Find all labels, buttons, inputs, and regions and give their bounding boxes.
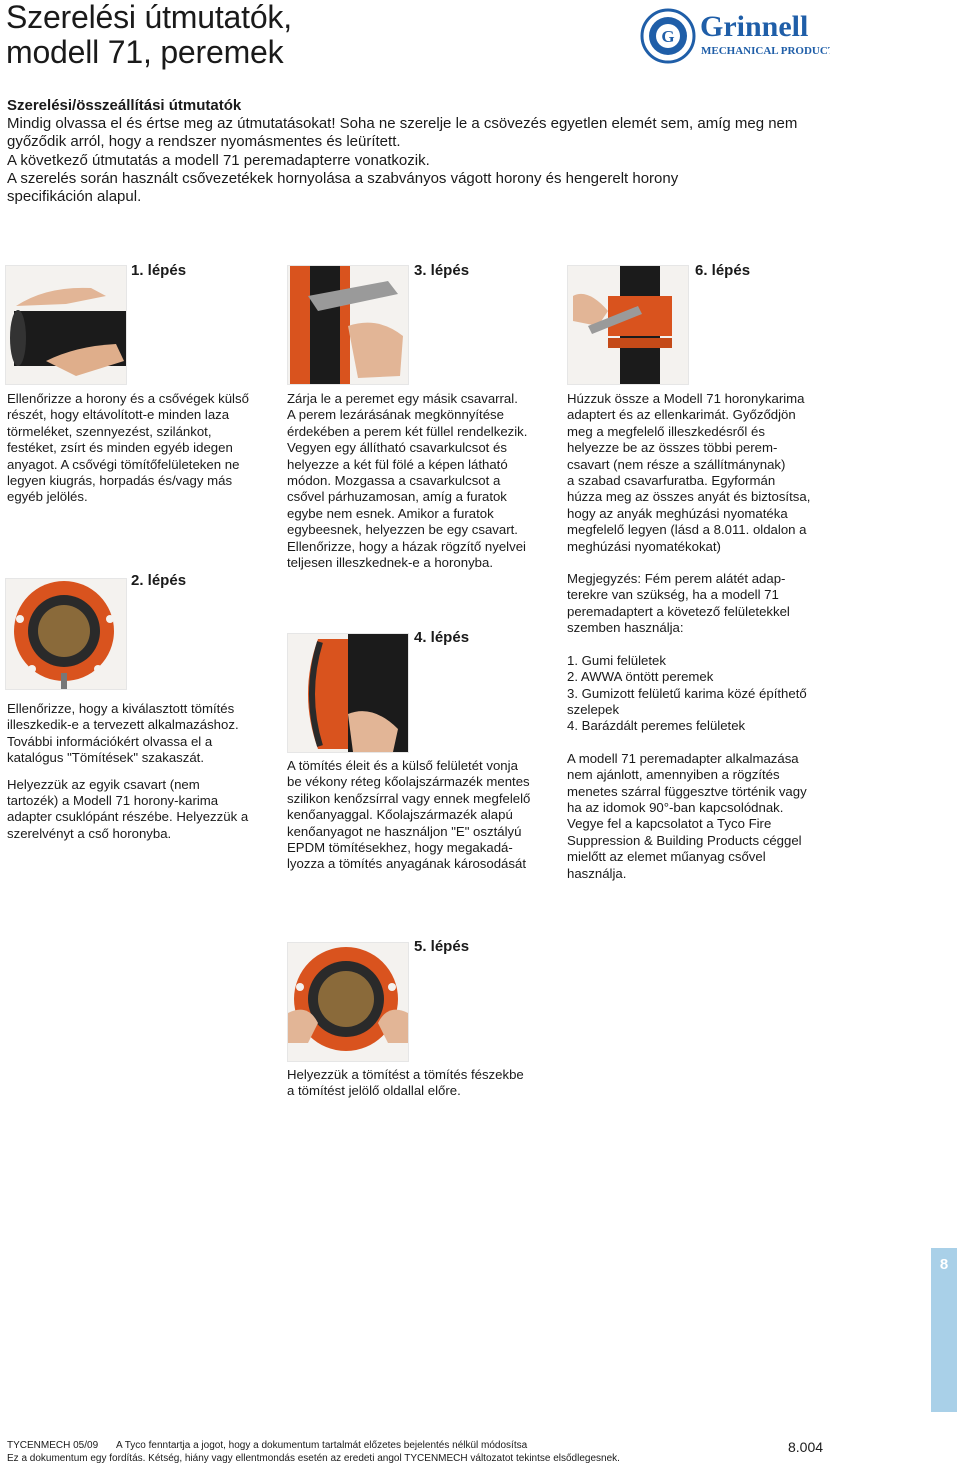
intro-line: A szerelés során használt csővezetékek hornyolása a szabványos vágott horony és hengerelt horony <box>7 169 679 187</box>
footer-rights: A Tyco fenntartja a jogot, hogy a dokumentum tartalmát előzetes bejelentés nélkül módosítsa <box>116 1440 528 1451</box>
intro-heading: Szerelési/összeállítási útmutatók <box>7 97 242 114</box>
text-line: menetes szárral függesztve történik vagy <box>567 783 807 799</box>
title-line-1: Szerelési útmutatók, <box>6 0 292 35</box>
text-line: kenőanyagot ne használjon "E" osztályú <box>287 823 522 839</box>
text-line: A perem lezárásának megkönnyítése <box>287 407 504 423</box>
text-line: megfelelő legyen (lásd a 8.011. oldalon a <box>567 522 807 538</box>
grinnell-seal-icon <box>640 6 830 66</box>
chapter-tab-label: 8 <box>939 1256 949 1273</box>
text-line: terekre van szükség, ha a modell 71 <box>567 587 779 603</box>
text-line: Vegye fel a kapcsolatot a Tyco Fire <box>567 816 772 832</box>
text-line: egyéb jelölés. <box>7 489 88 505</box>
text-line: A tömítés éleit és a külső felületét vonja <box>287 758 518 773</box>
text-line: Ellenőrizze, hogy a kiválasztott tömítés <box>7 701 235 716</box>
text-line: lyozza a tömítés anyagának károsodását <box>287 856 526 872</box>
list-item: 2. AWWA öntött peremek <box>567 669 714 685</box>
footer-code: TYCENMECH 05/09 <box>7 1440 99 1451</box>
text-line: szilikon kenőzsírral vagy ennek megfelelő <box>287 790 531 806</box>
text-line: érdekében a perem két füllel rendelkezik. <box>287 423 528 439</box>
text-line: nem ajánlott, amennyiben a rögzítés <box>567 767 780 783</box>
intro-line: specifikáción alapul. <box>7 188 142 206</box>
text-line: Ellenőrizze a horony és a csővégek külső <box>7 391 249 406</box>
step2-label: 2. lépés <box>131 572 187 589</box>
text-line: be vékony réteg kőolajszármazék mentes <box>287 774 530 790</box>
text-line: kenőanyaggal. Kőolajszármazék alapú <box>287 807 513 823</box>
chapter-tab <box>931 1248 957 1412</box>
text-line: illeszkedik-e a tervezett alkalmazáshoz. <box>7 717 239 733</box>
text-line: használja. <box>567 865 627 881</box>
text-line: anyagot. A csővégi tömítőfelületeken ne <box>7 456 240 472</box>
list-item: szelepek <box>567 701 620 717</box>
text-line: Helyezzük a tömítést a tömítés fészekbe <box>287 1067 524 1082</box>
step3-text <box>287 391 557 571</box>
step1-text <box>7 391 277 506</box>
text-line: Suppression & Building Products céggel <box>567 832 802 848</box>
text-line: adaptert és az ellenkarimát. Győződjön <box>567 407 796 423</box>
step2-photo <box>5 578 127 690</box>
text-line: mielőtt az elemet műanyag csővel <box>567 849 766 865</box>
step4-label: 4. lépés <box>414 629 470 646</box>
text-line: ha az idomok 90°-ban kapcsolódnak. <box>567 799 784 815</box>
svg-text:G: G <box>661 27 675 46</box>
step1-label: 1. lépés <box>131 262 187 279</box>
text-line: Megjegyzés: Fém perem alátét adap- <box>567 571 786 587</box>
step5-text <box>287 1067 557 1100</box>
page-title <box>6 0 292 70</box>
text-line: tartozék) a Modell 71 horony-karima <box>7 793 219 809</box>
grinnell-logo <box>640 6 830 66</box>
text-line: csavart (nem része a szállítmánynak) <box>567 456 786 472</box>
step1-photo <box>5 265 127 385</box>
logo-sub: MECHANICAL PRODUCTS <box>701 45 830 57</box>
logo-name: Grinnell <box>700 10 809 43</box>
text-line: adapter csuklópánt részébe. Helyezzük a <box>7 809 249 825</box>
step5-photo <box>287 942 409 1062</box>
list-item: 3. Gumizott felületű karima közé építhető <box>567 685 807 701</box>
text-line: peremadaptert a követező felületekkel <box>567 603 790 619</box>
step6-text <box>567 391 847 882</box>
text-line: További információkért olvassa el a <box>7 733 213 749</box>
text-line: egybe nem esnek. Amikor a furatok <box>287 505 494 521</box>
intro-block <box>7 97 837 206</box>
intro-line: A következő útmutatás a modell 71 peremadapterre vonatkozik. <box>7 151 430 169</box>
text-line: Zárja le a peremet egy másik csavarral. <box>287 391 518 406</box>
text-line: szerelvényt a cső horonyba. <box>7 825 172 841</box>
text-line: meg a megfelelő illeszkedésről és <box>567 423 765 439</box>
step3-photo <box>287 265 409 385</box>
step3-label: 3. lépés <box>414 262 470 279</box>
page-number: 8.004 <box>788 1439 824 1455</box>
text-line: hogy az anyák meghúzási nyomatéka <box>567 505 788 521</box>
text-line: húzza meg az összes anyát és biztosítsa, <box>567 489 811 505</box>
text-line: helyezze a két fül fölé a képen látható <box>287 456 508 472</box>
text-line: katalógus "Tömítések" szakaszát. <box>7 750 205 766</box>
title-line-2: modell 71, peremek <box>6 34 284 70</box>
text-line: Húzzuk össze a Modell 71 horonykarima <box>567 391 805 406</box>
step6-photo <box>567 265 689 385</box>
step4-photo <box>287 633 409 753</box>
text-line: Ellenőrizze, hogy a házak rögzítő nyelvei <box>287 538 526 554</box>
intro-line: Mindig olvassa el és értse meg az útmutatásokat! Soha ne szerelje le a csövezés egyetlen elemét sem, amíg meg nem <box>7 115 798 133</box>
text-line: csővel párhuzamosan, amíg a furatok <box>287 489 507 505</box>
text-line: módon. Mozgassa a csavarkulcsot a <box>287 473 501 489</box>
text-line: a tömítést jelölő oldallal előre. <box>287 1083 461 1099</box>
list-item: 4. Barázdált peremes felületek <box>567 718 746 734</box>
text-line: szemben használja: <box>567 620 684 636</box>
text-line: helyezze be az összes többi perem- <box>567 440 778 456</box>
text-line: egybeesnek, helyezzen be egy csavart. <box>287 522 518 538</box>
text-line: a szabad csavarfuratba. Egyformán <box>567 473 776 489</box>
text-line: festéket, zsírt és minden egyéb idegen <box>7 440 233 456</box>
text-line: Vegyen egy állítható csavarkulcsot és <box>287 440 507 456</box>
list-item: 1. Gumi felületek <box>567 652 666 668</box>
step5-label: 5. lépés <box>414 938 470 955</box>
step4-text <box>287 758 557 873</box>
intro-line: győződik arról, hogy a rendszer nyomásmentes és leürített. <box>7 133 401 151</box>
step2-text <box>7 701 277 842</box>
text-line: teljesen illeszkednek-e a horonyba. <box>287 555 493 571</box>
text-line: meghúzási nyomatékokat) <box>567 538 721 554</box>
text-line: Helyezzük az egyik csavart (nem <box>7 776 200 792</box>
text-line: A modell 71 peremadapter alkalmazása <box>567 750 799 766</box>
footer-translation: Ez a dokumentum egy fordítás. Kétség, hiány vagy ellentmondás esetén az eredeti angol TYCENMECH változatot tekintse elsődlegesnek. <box>7 1453 620 1464</box>
text-line: részét, hogy eltávolított-e minden laza <box>7 407 230 423</box>
text-line: törmeléket, szennyezést, szilánkot, <box>7 423 212 439</box>
text-line: legyen kiugrás, horpadás és/vagy más <box>7 473 233 489</box>
step6-label: 6. lépés <box>695 262 751 279</box>
text-line: EPDM tömítésekhez, hogy megakadá- <box>287 840 513 856</box>
